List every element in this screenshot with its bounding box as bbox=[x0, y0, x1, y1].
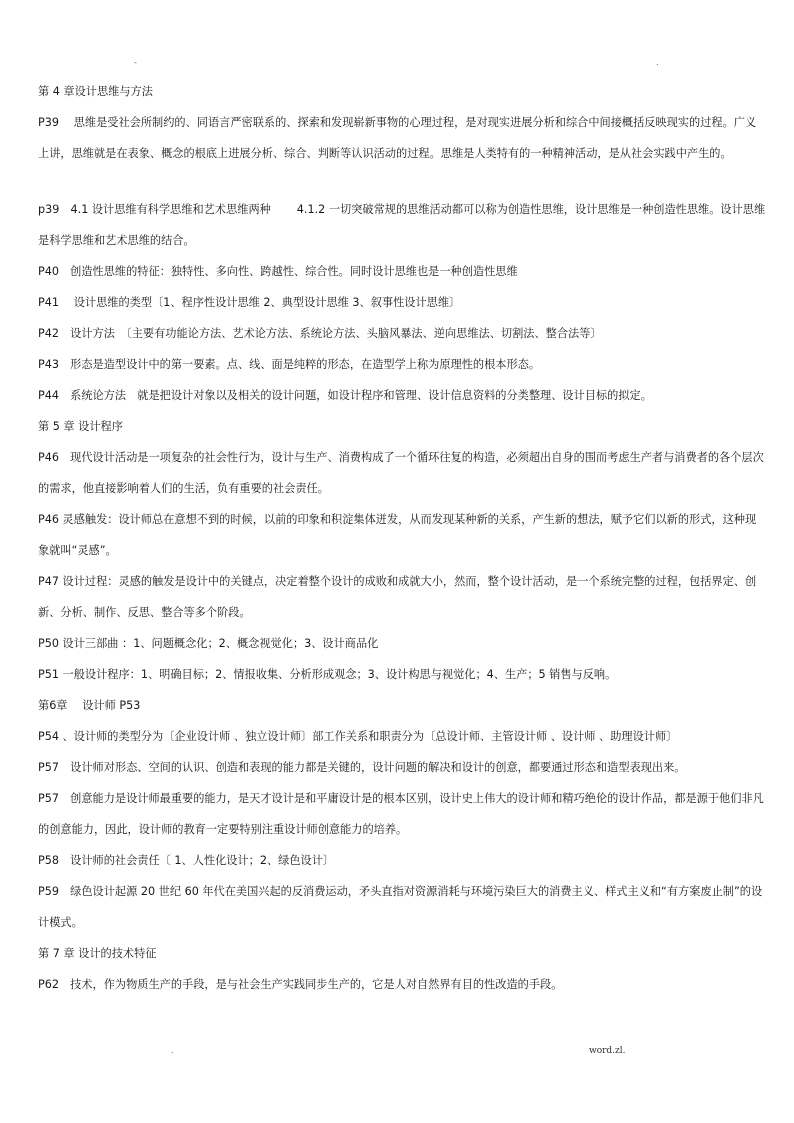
paragraph-p43: P43 形态是造型设计中的第一要素。点、线、面是纯粹的形态，在造型学上称为原理性的根本形态。 bbox=[38, 358, 541, 371]
paragraph-p50: P50 设计三部曲 ：1、问题概念化；2、概念视觉化；3、设计商品化 bbox=[38, 637, 379, 650]
chapter-4-heading: 第 4 章设计思维与方法 bbox=[38, 85, 153, 98]
chapter-6-heading: 第6章 设计师 P53 bbox=[38, 699, 141, 712]
paragraph-p59: P59 绿色设计起源 20 世纪 60 年代在美国兴起的反消费运动，矛头直指对资源消耗与环境污染巨大的消费主义、样式主义和“有方案废止制”的设计模式。 bbox=[38, 885, 763, 929]
paragraph-p57-form: P57 设计师对形态、空间的认识、创造和表现的能力都是关键的，设计问题的解决和设计的创意，都要通过形态和造型表现出来。 bbox=[38, 761, 686, 774]
paragraph-p46-inspiration: P46 灵感触发：设计师总在意想不到的时候，以前的印象和积淀集体迸发，从而发现某种新的关系，产生新的想法，赋予它们以新的形式，这种现象就叫“灵感”。 bbox=[38, 513, 757, 557]
paragraph-p57-creativity: P57 创意能力是设计师最重要的能力，是天才设计是和平庸设计是的根本区别，设计史上伟大的设计师和精巧绝伦的设计作品，都是源于他们非凡的创意能力，因此，设计师的教育一定要特别注重设计师创意能力的培养。 bbox=[38, 792, 764, 836]
chapter-7-heading: 第 7 章 设计的技术特征 bbox=[38, 947, 157, 960]
footer-watermark: word.zl. bbox=[589, 1046, 626, 1056]
top-left-mark: - bbox=[134, 58, 137, 67]
paragraph-p58: P58 设计师的社会责任〔 1、人性化设计；2、绿色设计〕 bbox=[38, 854, 335, 867]
paragraph-p62: P62 技术，作为物质生产的手段，是与社会生产实践同步生产的，它是人对自然界有目的性改造的手段。 bbox=[38, 978, 563, 991]
top-right-mark: . bbox=[656, 58, 659, 67]
paragraph-p46-design-activity: P46 现代设计活动是一项复杂的社会性行为，设计与生产、消费构成了一个循环往复的构造，必须超出自身的围而考虑生产者与消费者的各个层次的需求，他直接影响着人们的生活，负有重要的社会责任。 bbox=[38, 451, 764, 495]
paragraph-p42: P42 设计方法 〔主要有功能论方法、艺术论方法、系统论方法、头脑风暴法、逆向思维法、切割法、整合法等〕 bbox=[38, 327, 602, 340]
paragraph-p44: P44 系统论方法 就是把设计对象以及相关的设计问题，如设计程序和管理、设计信息资料的分类整理、设计目标的拟定。 bbox=[38, 389, 652, 402]
blank-line bbox=[38, 169, 766, 194]
paragraph-p39-design-thinking: p39 4.1 设计思维有科学思维和艺术思维两种 4.1.2 一切突破常规的思维活动都可以称为创造性思维，设计思维是一种创造性思维。设计思维是科学思维和艺术思维的结合。 bbox=[38, 203, 766, 247]
document-body bbox=[38, 76, 766, 1000]
footer-left-mark: . bbox=[171, 1046, 174, 1055]
paragraph-p39-thinking: P39 思维是受社会所制约的、同语言严密联系的、探索和发现崭新事物的心理过程，是对现实进展分析和综合中间接概括反映现实的过程。广义上讲，思维就是在表象、概念的根底上进展分析、综合、判断等认识活动的过程。思维是人类特有的一种精神活动，是从社会实践中产生的。 bbox=[38, 116, 757, 160]
chapter-5-heading: 第 5 章 设计程序 bbox=[38, 420, 123, 433]
paragraph-p41: P41 设计思维的类型〔1、程序性设计思维 2、典型设计思维 3、叙事性设计思维〕 bbox=[38, 296, 461, 309]
paragraph-p51: P51 一般设计程序：1、明确目标；2、情报收集、分析形成观念；3、设计构思与视觉化；4、生产；5 销售与反响。 bbox=[38, 668, 617, 681]
paragraph-p40: P40 创造性思维的特征：独特性、多向性、跨越性、综合性。同时设计思维也是一种创造性思维 bbox=[38, 265, 518, 278]
paragraph-p47: P47 设计过程：灵感的触发是设计中的关键点，决定着整个设计的成败和成就大小，然而，整个设计活动，是一个系统完整的过程，包括界定、创新、分析、制作、反思、整合等多个阶段。 bbox=[38, 575, 757, 619]
paragraph-p54: P54 、设计师的类型分为〔企业设计师 、独立设计师〕部工作关系和职责分为〔总设计师、主管设计师 、设计师 、助理设计师〕 bbox=[38, 730, 678, 743]
